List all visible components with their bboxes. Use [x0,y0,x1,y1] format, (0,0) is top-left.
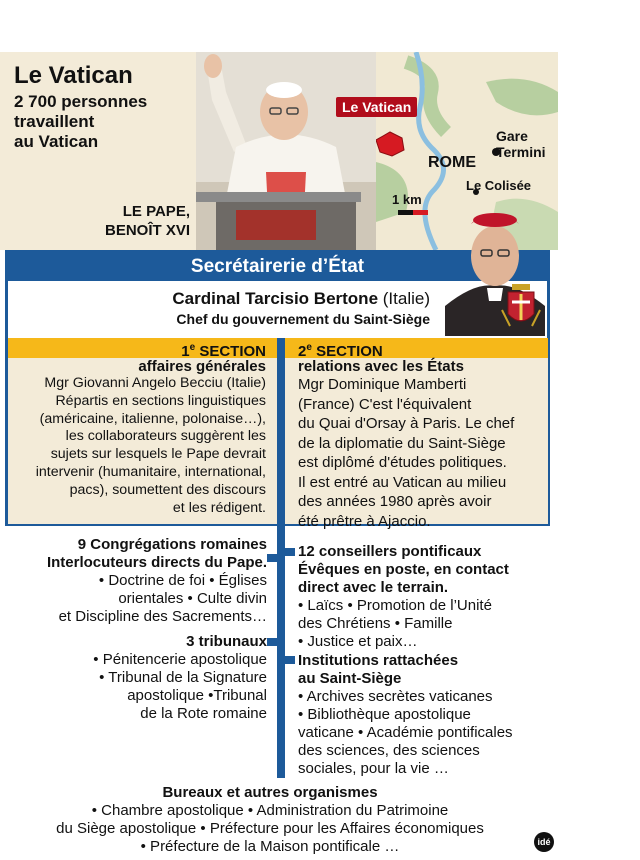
section2-line: (France) C'est l'équivalent [298,395,472,413]
section2-sup: e [306,342,312,353]
section2-line: est diplômé d'études politiques. [298,454,507,471]
connector-congregations [267,554,277,562]
section1-text [8,375,266,517]
pope-label-line: BENOÎT XVI [104,222,190,239]
section1-line: et les rédigent. [172,499,266,516]
bureaux-block [10,784,530,856]
section1-subheading: affaires générales [138,358,266,375]
pope-illustration [196,52,376,250]
section2-line: Il est entré au Vatican au milieu [298,473,507,491]
section1-line: pacs), soumettent des discours [69,481,266,498]
conseillers-title-line: 12 conseillers pontificaux [298,543,482,560]
map-label-line: Gare [496,128,528,144]
page-title: Le Vatican [14,62,133,89]
publisher-logo: idé [534,832,554,852]
coat-of-arms-illustration [500,280,542,332]
map-label-line: Termini [496,144,546,160]
conseillers-title-line: Évêques en poste, en contact [298,561,509,578]
map-label-colisee: Le Colisée [466,178,532,193]
institutions-title-line: au Saint-Siège [298,670,402,687]
tribunaux-item: • Tribunal de la Signature [99,669,267,686]
conseillers-item: • Laïcs • Promotion de l’Unité [298,597,492,614]
congregations-title [8,536,267,572]
section2-subheading: relations avec les États [298,358,464,375]
congregations-title-line: Interlocuteurs directs du Pape. [46,554,267,571]
section1-num: 1 [181,343,190,360]
section1-line: les collaborateurs suggèrent les [65,428,266,445]
section2-line: du Quai d'Orsay à Paris. Le chef [298,415,515,432]
section2-word: SECTION [311,343,383,360]
connector-conseillers [285,548,295,556]
section1-line: sujets sur lesquels le Pape devrait [50,446,266,463]
tribunaux-list [8,651,267,723]
congregations-list [8,572,267,626]
section2-text [298,375,548,531]
section1-line: Mgr Giovanni Angelo Becciu (Italie) [44,375,266,391]
pope-label-line: LE PAPE, [122,203,190,220]
section1-line: intervenir (humanitaire, international, [35,463,266,480]
tribunaux-item: • Pénitencerie apostolique [93,651,267,668]
cardinal-name [0,288,430,310]
section1-line: Répartis en sections linguistiques [55,392,266,409]
vatican-coat-of-arms-icon [500,280,542,332]
map-label-gare [496,128,546,160]
conseillers-list [298,597,550,651]
institutions-item: vaticane • Académie pontificales [298,724,513,741]
tribunaux-title: 3 tribunaux [186,633,267,650]
institutions-item: • Bibliothèque apostolique [298,706,471,723]
section1-line: (américaine, italienne, polonaise…), [39,410,266,427]
bureaux-line: • Préfecture de la Maison pontificale … [140,838,400,855]
institutions-title-line: Institutions rattachées [298,652,459,669]
conseillers-title-line: direct avec le terrain. [298,579,449,596]
map-scale-label: 1 km [392,192,422,207]
institutions-item: sociales, pour la vie … [298,760,449,777]
org-chart-spine [277,338,285,778]
map-label-rome: ROME [428,154,476,171]
section2-num: 2 [298,343,307,360]
conseillers-item: des Chrétiens • Famille [298,615,453,632]
vatican-map-tag: Le Vatican [336,97,417,117]
bureaux-title: Bureaux et autres organismes [162,784,378,801]
connector-tribunaux [267,638,277,646]
bureaux-line: • Chambre apostolique • Administration du Patrimoine [91,802,449,819]
bureaux-line: du Siège apostolique • Préfecture pour les Affaires économiques [56,820,484,837]
subtitle-line: travaillent [14,112,95,131]
staff-count [14,92,147,152]
congregations-item: et Discipline des Sacrements… [58,608,267,625]
pope-label [40,202,190,240]
tribunaux-item: apostolique •Tribunal [127,687,267,704]
section1-word: SECTION [195,343,266,360]
cardinal-role: Chef du gouvernement du Saint-Siège [176,311,430,327]
institutions-list [298,688,550,778]
section2-line: été prêtre à Ajaccio. [298,512,431,530]
institutions-title [298,652,550,688]
tribunaux-item: de la Rote romaine [140,705,267,722]
institutions-item: des sciences, des sciences [298,742,480,759]
section2-line: des années 1980 après avoir [298,493,492,510]
section1-sup: e [189,342,196,353]
subtitle-line: au Vatican [14,132,99,151]
congregations-title-line: 9 Congrégations romaines [77,536,267,553]
cardinal-name-text: Cardinal Tarcisio Bertone [172,289,379,308]
section2-line: de la diplomatie du Saint-Siège [298,434,506,452]
pope-photo [196,52,376,250]
subtitle-line: 2 700 personnes [14,92,148,111]
congregations-item: • Doctrine de foi • Églises [98,572,267,589]
institutions-item: • Archives secrètes vaticanes [298,688,493,705]
secretariat-heading: Secrétairerie d’État [8,253,547,281]
cardinal-country: (Italie) [378,289,430,308]
congregations-item: orientales • Culte divin [118,590,267,607]
section2-line: Mgr Dominique Mamberti [298,376,467,393]
conseillers-title [298,543,550,597]
conseillers-item: • Justice et paix… [298,633,418,650]
connector-institutions [285,656,295,664]
